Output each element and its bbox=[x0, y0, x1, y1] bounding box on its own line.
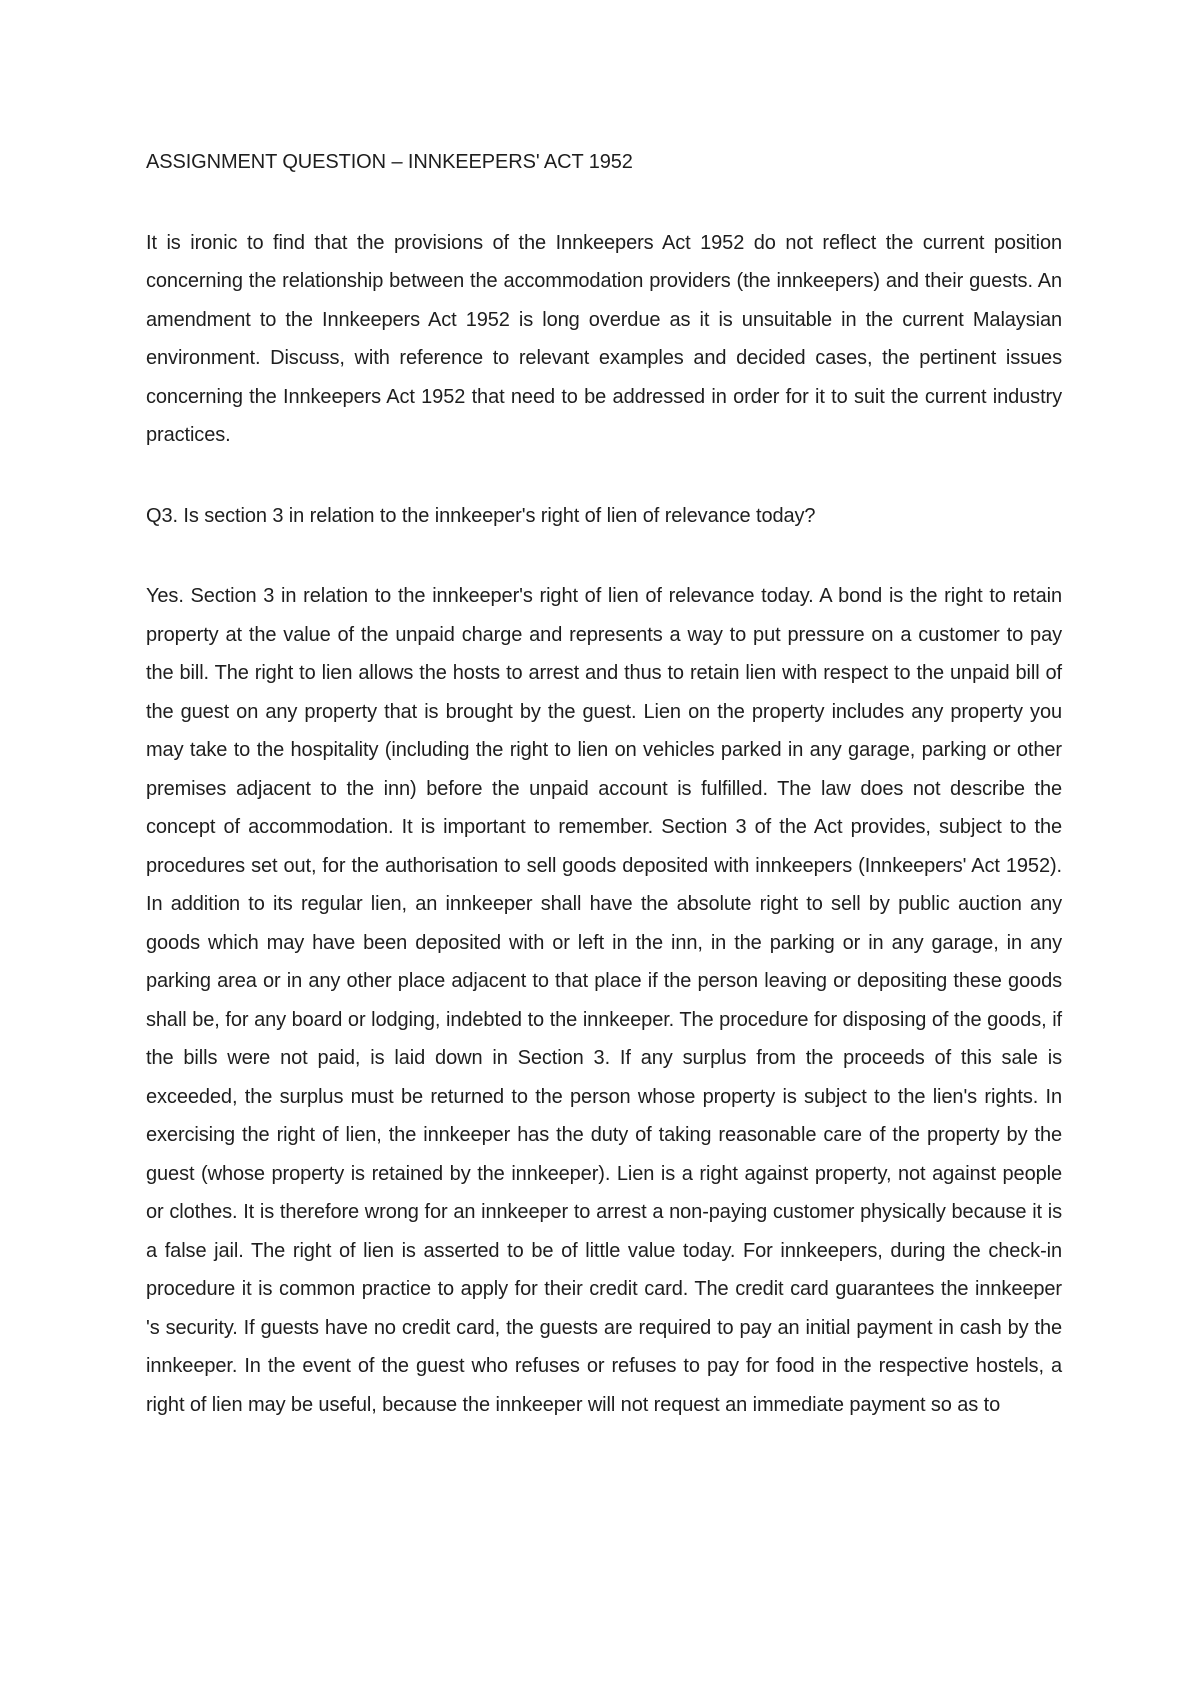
answer-paragraph: Yes. Section 3 in relation to the innkeeper's right of lien of relevance today. A bond is the right to retain property at the value of the unpaid charge and represents a way to put pressure on a customer to pay the bill. The right to lien allows the hosts to arrest and thus to retain lien with respect to the unpaid bill of the guest on any property that is brought by the guest. Lien on the property includes any property you may take to the hospitality (including the right to lien on vehicles parked in any garage, parking or other premises adjacent to the inn) before the unpaid account is fulfilled. The law does not describe the concept of accommodation. It is important to remember. Section 3 of the Act provides, subject to the procedures set out, for the authorisation to sell goods deposited with innkeepers (Innkeepers' Act 1952). In addition to its regular lien, an innkeeper shall have the absolute right to sell by public auction any goods which may have been deposited with or left in the inn, in the parking or in any garage, in any parking area or in any other place adjacent to that place if the person leaving or depositing these goods shall be, for any board or lodging, indebted to the innkeeper. The procedure for disposing of the goods, if the bills were not paid, is laid down in Section 3. If any surplus from the proceeds of this sale is exceeded, the surplus must be returned to the person whose property is subject to the lien's rights. In exercising the right of lien, the innkeeper has the duty of taking reasonable care of the property by the guest (whose property is retained by the innkeeper). Lien is a right against property, not against people or clothes. It is therefore wrong for an innkeeper to arrest a non-paying customer physically because it is a false jail. The right of lien is asserted to be of little value today. For innkeepers, during the check-in procedure it is common practice to apply for their credit card. The credit card guarantees the innkeeper 's security. If guests have no credit card, the guests are required to pay an initial payment in cash by the innkeeper. In the event of the guest who refuses or refuses to pay for food in the respective hostels, a right of lien may be useful, because the innkeeper will not request an immediate payment so as to bbox=[146, 585, 1062, 1416]
spacer bbox=[146, 535, 1062, 577]
document-title: ASSIGNMENT QUESTION – INNKEEPERS' ACT 1952 bbox=[146, 151, 633, 173]
spacer bbox=[146, 455, 1062, 497]
spacer bbox=[146, 182, 1062, 224]
document-body bbox=[146, 143, 1062, 1424]
question-heading: Q3. Is section 3 in relation to the innkeeper's right of lien of relevance today? bbox=[146, 504, 816, 527]
intro-paragraph: It is ironic to find that the provisions of the Innkeepers Act 1952 do not reflect the current position concerning the relationship between the accommodation providers (the innkeepers) and their guests. An amendment to the Innkeepers Act 1952 is long overdue as it is unsuitable in the current Malaysian environment. Discuss, with reference to relevant examples and decided cases, the pertinent issues concerning the Innkeepers Act 1952 that need to be addressed in order for it to suit the current industry practices. bbox=[146, 231, 1062, 446]
